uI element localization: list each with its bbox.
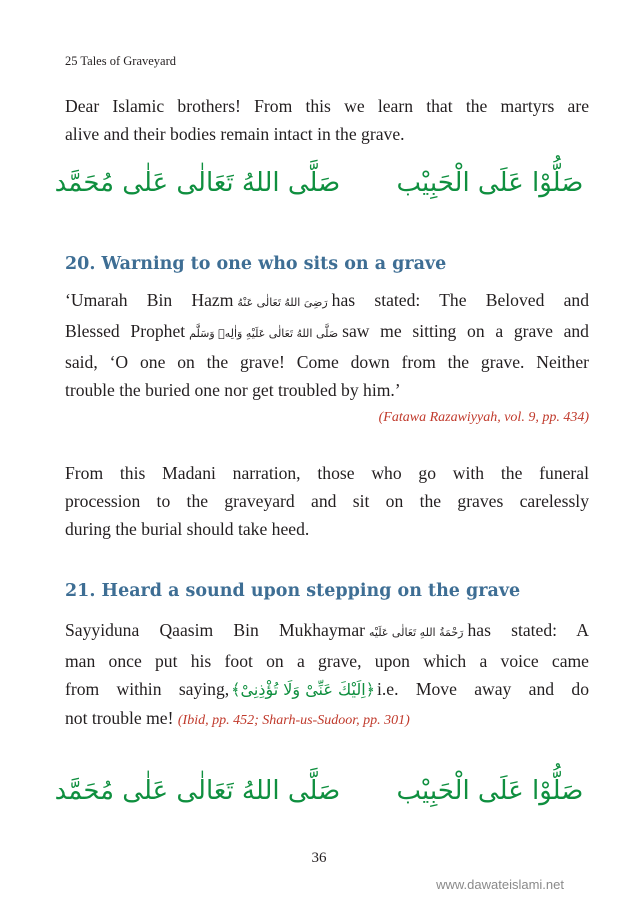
text-segment: Blessed Prophet: [65, 321, 186, 341]
honorific-salawat: صَلَّی اللهُ تَعَالٰی عَلَیْهِ وَاٰلِهٖ وَسَلَّم: [189, 327, 339, 340]
section-20-paragraph: [65, 286, 589, 404]
section-20-line-3: said, ‘O one on the grave! Come down from the grave. Neither: [65, 352, 589, 372]
section-21-line-4: [65, 704, 589, 735]
durood-line-2: [0, 776, 638, 806]
intro-line-1: Dear Islamic brothers! From this we learn that the martyrs are: [65, 96, 589, 116]
text-segment: ‘Umarah Bin Hazm: [65, 290, 234, 310]
durood-salutation: صَلُّوْا عَلَى الْحَبِيْب: [396, 168, 584, 198]
section-21-line-2: man once put his foot on a grave, upon which a voice came: [65, 651, 589, 671]
intro-paragraph: [65, 92, 589, 148]
section-21-reference: (Ibid, pp. 452; Sharh-us-Sudoor, pp. 301): [177, 713, 410, 728]
honorific-rahmatullah: رَحْمَةُ اللهِ تَعَالٰی عَلَیْه: [369, 626, 464, 639]
intro-line-2: alive and their bodies remain intact in the grave.: [65, 124, 405, 144]
footer-url: www.dawateislami.net: [436, 877, 564, 892]
honorific-radiallah: رَضِیَ اللهُ تَعَالٰی عَنْهُ: [237, 296, 328, 309]
durood-line-1: [0, 168, 638, 198]
text-segment: has stated: A: [467, 620, 589, 640]
text-segment: i.e. Move away and do: [377, 679, 589, 699]
section-20-heading: 20. Warning to one who sits on a grave: [65, 254, 447, 274]
text-segment: from within saying,: [65, 679, 230, 699]
page-number: 36: [311, 850, 327, 866]
section-20-line-2: [65, 317, 589, 348]
section-20-line-4: trouble the buried one nor get troubled by him.’: [65, 380, 401, 400]
section-21-heading: 21. Heard a sound upon stepping on the grave: [65, 581, 521, 601]
madani-line-2: procession to the graveyard and sit on the graves carelessly: [65, 491, 589, 511]
section-20-reference: (Fatawa Razawiyyah, vol. 9, pp. 434): [378, 410, 589, 425]
section-21-paragraph: [65, 616, 589, 735]
text-segment: not trouble me!: [65, 708, 174, 728]
durood-blessing: صَلَّى اللهُ تَعَالٰى عَلٰى مُحَمَّد: [54, 168, 341, 198]
text-segment: has stated: The Beloved and: [331, 290, 589, 310]
madani-line-3: during the burial should take heed.: [65, 519, 310, 539]
quranic-quote: ﴿اِلَيْكَ عَنِّىْ وَلَا تُؤْذِنِىْ﴾: [231, 680, 376, 699]
running-header: 25 Tales of Graveyard: [65, 54, 177, 68]
text-segment: saw me sitting on a grave and: [342, 321, 589, 341]
madani-line-1: From this Madani narration, those who go with the funeral: [65, 463, 589, 483]
section-20-line-1: [65, 286, 589, 317]
section-21-line-1: [65, 616, 589, 647]
section-21-line-3: [65, 675, 589, 704]
madani-paragraph: [65, 459, 589, 543]
durood-blessing: صَلَّى اللهُ تَعَالٰى عَلٰى مُحَمَّد: [54, 776, 341, 806]
text-segment: Sayyiduna Qaasim Bin Mukhaymar: [65, 620, 366, 640]
durood-salutation: صَلُّوْا عَلَى الْحَبِيْب: [396, 776, 584, 806]
